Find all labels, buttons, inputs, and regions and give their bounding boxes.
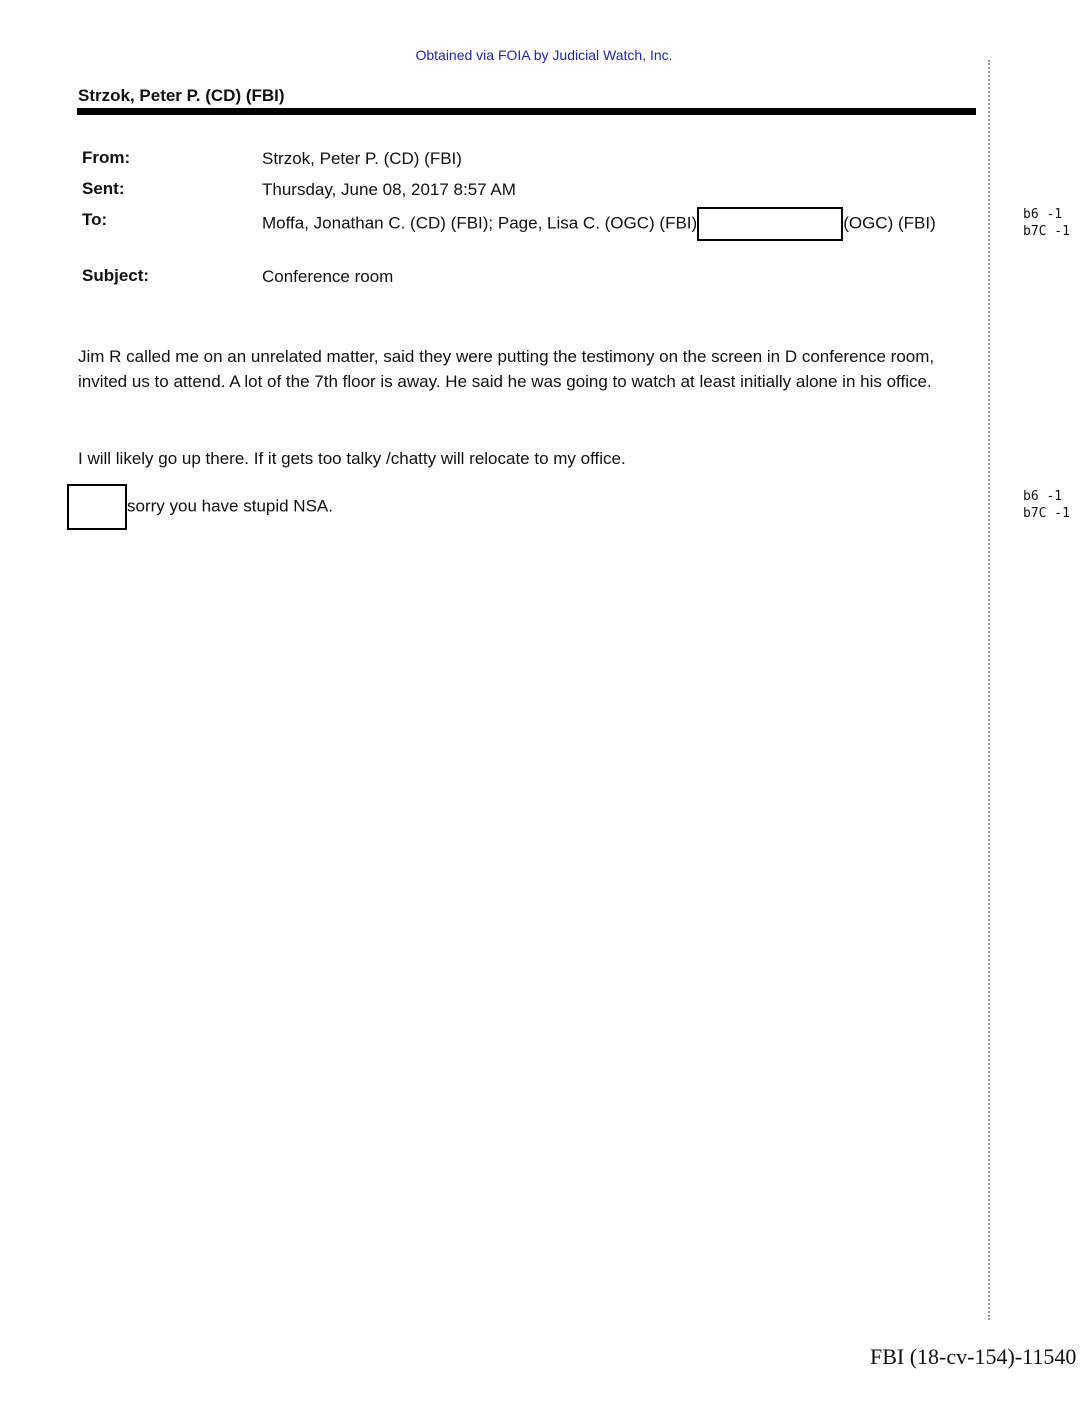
from-value: Strzok, Peter P. (CD) (FBI) [262, 149, 462, 168]
sender-name-heading: Strzok, Peter P. (CD) (FBI) [78, 86, 285, 105]
exemption-code: b6 -1 b7C -1 [1023, 489, 1070, 521]
subject-label: Subject: [82, 266, 150, 285]
sent-label: Sent: [82, 179, 125, 198]
to-recipients: Moffa, Jonathan C. (CD) (FBI); Page, Lisa C. (OGC) (FBI) [262, 213, 698, 233]
to-label: To: [82, 210, 108, 229]
bates-number: FBI (18-cv-154)-11540 [870, 1344, 1077, 1369]
body-paragraph: Jim R called me on an unrelated matter, said they were putting the testimony on the screen in D conference room, invited us to attend. A lot of the 7th floor is away. He said he was going to watch at least initially alone in his office. [78, 347, 935, 391]
from-label: From: [82, 148, 131, 167]
body-paragraph: I will likely go up there. If it gets too talky /chatty will relocate to my office. [78, 449, 626, 468]
body-text: sorry you have stupid NSA. [127, 496, 333, 516]
subject-value: Conference room [262, 267, 394, 286]
sent-value: Thursday, June 08, 2017 8:57 AM [262, 180, 516, 199]
redaction-box [67, 484, 127, 530]
body-paragraph [67, 484, 957, 530]
header-divider [77, 108, 976, 115]
page-margin-rail [988, 60, 990, 1320]
exemption-code: b6 -1 b7C -1 [1023, 207, 1070, 239]
to-recipients-continued: (OGC) (FBI) [843, 213, 936, 233]
redaction-box [697, 207, 843, 241]
foia-watermark: Obtained via FOIA by Judicial Watch, Inc. [415, 47, 673, 63]
to-value [262, 207, 952, 241]
